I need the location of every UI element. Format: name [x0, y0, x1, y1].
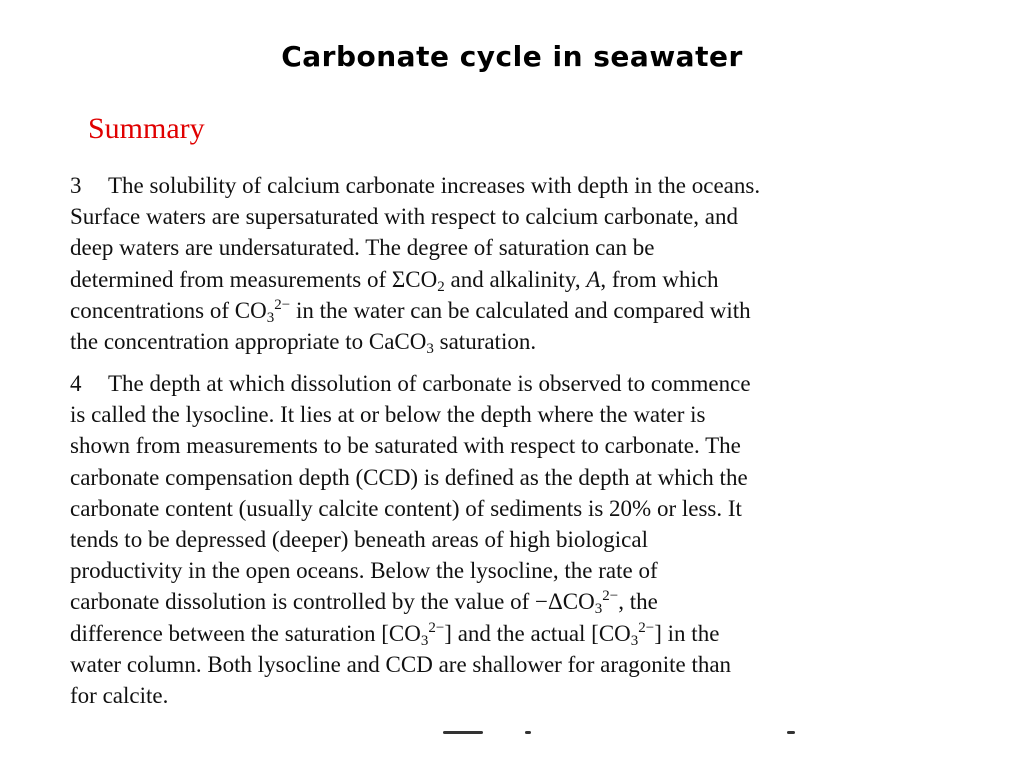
point-number: 4 [70, 371, 82, 396]
text-line: deep waters are undersaturated. The degree of saturation can be [70, 235, 655, 261]
text-line: concentrations of $CO_3^{2-}$ in the water can be calculated and compared with [70, 296, 751, 326]
text-line: Surface waters are supersaturated with respect to calcium carbonate, and [70, 204, 738, 230]
text-line: the concentration appropriate to CaCO$_3$ saturation. [70, 329, 537, 358]
text-line: determined from measurements of $\Sigma CO_2$ and alkalinity, A, from which [70, 266, 719, 295]
cropped-next-line [415, 728, 825, 736]
summary-point-4 [70, 368, 930, 711]
alkalinity-variable: A [586, 266, 601, 292]
text-line: difference between the saturation $[CO_3^{2-}]$ and the actual $[CO_3^{2-}]$ in the [70, 619, 720, 649]
text-line: 4 The depth at which dissolution of carbonate is observed to commence [70, 368, 930, 399]
point-number: 3 [70, 173, 82, 198]
text-line: for calcite. [70, 683, 169, 709]
section-heading: Summary [88, 112, 205, 145]
summary-point-3 [70, 170, 930, 357]
text-line: carbonate content (usually calcite content) of sediments is 20% or less. It [70, 495, 742, 521]
text-line: productivity in the open oceans. Below the lysocline, the rate of [70, 558, 658, 584]
text-line: 3 The solubility of calcium carbonate increases with depth in the oceans. [70, 170, 930, 201]
text-line: carbonate compensation depth (CCD) is defined as the depth at which the [70, 464, 748, 490]
text-line: carbonate dissolution is controlled by the value of $-\Delta CO_3^{2-}$, the [70, 588, 658, 618]
text-line: water column. Both lysocline and CCD are shallower for aragonite than [70, 651, 732, 677]
text-line: shown from measurements to be saturated with respect to carbonate. The [70, 433, 741, 459]
text-line: tends to be depressed (deeper) beneath areas of high biological [70, 527, 648, 553]
slide-title: Carbonate cycle in seawater [281, 40, 743, 73]
text-line: is called the lysocline. It lies at or below the depth where the water is [70, 402, 706, 428]
